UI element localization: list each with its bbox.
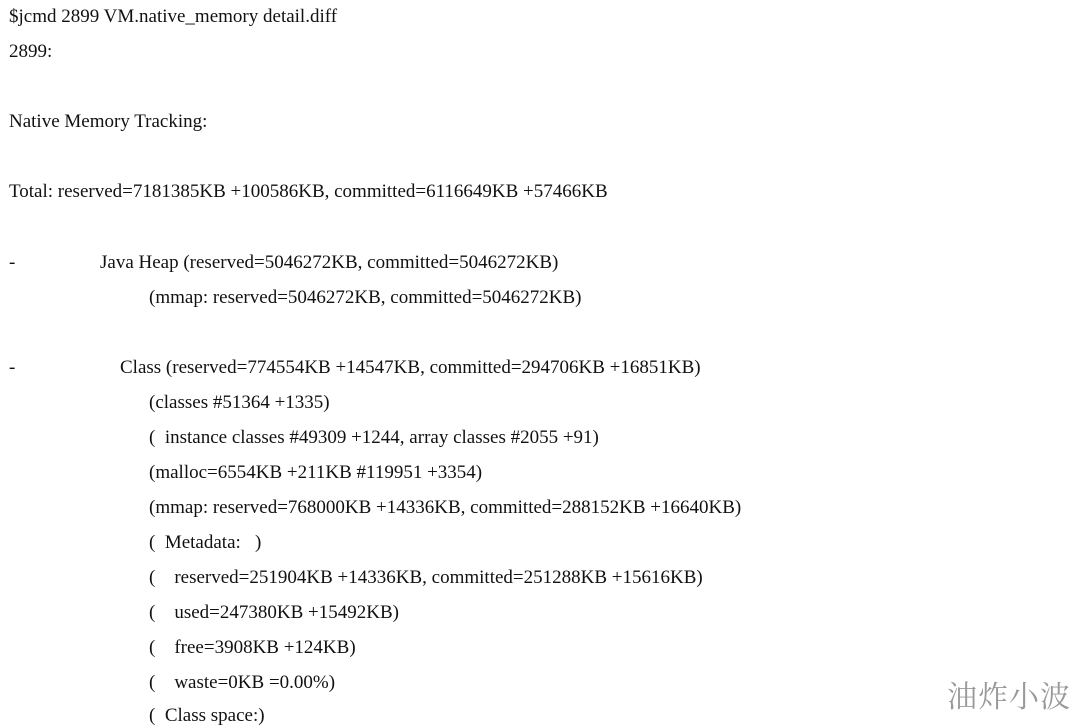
watermark: 油炸小波: [947, 680, 1071, 715]
metadata-used: ( used=247380KB +15492KB): [149, 602, 399, 623]
java-heap-bullet: -: [9, 252, 16, 273]
class-bullet: -: [9, 357, 16, 378]
class-malloc: (malloc=6554KB +211KB #119951 +3354): [149, 462, 483, 483]
total-line: Total: reserved=7181385KB +100586KB, committed=6116649KB +57466KB: [9, 181, 608, 202]
metadata-waste: ( waste=0KB =0.00%): [149, 672, 336, 693]
java-heap-title: Java Heap (reserved=5046272KB, committed=5046272KB): [100, 252, 559, 273]
class-count: (classes #51364 +1335): [149, 392, 330, 413]
metadata-header: ( Metadata: ): [149, 532, 262, 553]
metadata-free: ( free=3908KB +124KB): [149, 637, 356, 658]
nmt-heading: Native Memory Tracking:: [9, 111, 208, 132]
instance-classes: ( instance classes #49309 +1244, array classes #2055 +91): [149, 427, 599, 448]
pid-line: 2899:: [9, 41, 53, 62]
class-mmap: (mmap: reserved=768000KB +14336KB, committed=288152KB +16640KB): [149, 497, 742, 518]
class-title: Class (reserved=774554KB +14547KB, committed=294706KB +16851KB): [120, 357, 701, 378]
class-space-header: ( Class space:): [149, 705, 265, 726]
command-line: $jcmd 2899 VM.native_memory detail.diff: [9, 6, 338, 27]
java-heap-mmap: (mmap: reserved=5046272KB, committed=5046272KB): [149, 287, 582, 308]
metadata-reserved: ( reserved=251904KB +14336KB, committed=251288KB +15616KB): [149, 567, 703, 588]
